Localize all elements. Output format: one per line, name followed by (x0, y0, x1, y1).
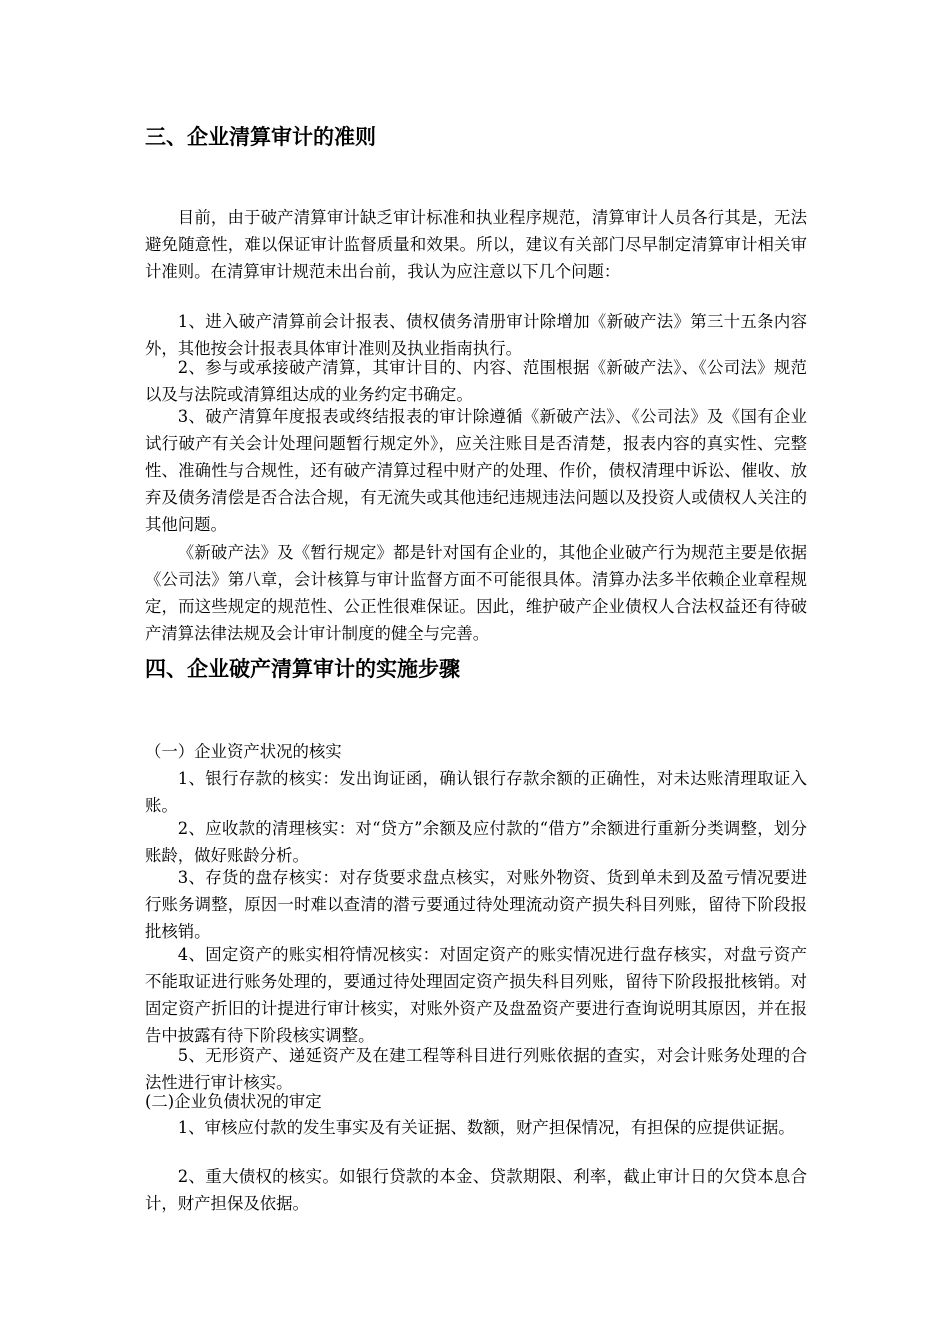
liability-check-item-2: 2、重大债权的核实。如银行贷款的本金、贷款期限、利率，截止审计日的欠贷本息合计，财产担保及依据。 (145, 1167, 807, 1213)
section-4-heading: 四、企业破产清算审计的实施步骤 (145, 657, 460, 681)
liability-check-item-1: 1、审核应付款的发生事实及有关证据、数额，财产担保情况，有担保的应提供证据。 (177, 1118, 795, 1137)
section-3-closing: 《新破产法》及《暂行规定》都是针对国有企业的，其他企业破产行为规范主要是依据《公司法》第八章，会计核算与审计监督方面不可能很具体。清算办法多半依赖企业章程规定，而这些规定的规范性、公正性很难保证。因此，维护破产企业债权人合法权益还有待破产清算法律法规及会计审计制度的健全与完善。 (145, 543, 807, 643)
section-3-item-3: 3、破产清算年度报表或终结报表的审计除遵循《新破产法》、《公司法》及《国有企业试行破产有关会计处理问题暂行规定外》，应关注账目是否清楚，报表内容的真实性、完整性、准确性与合规性，还有破产清算过程中财产的处理、作价，债权清理中诉讼、催收、放弃及债务清偿是否合法合规，有无流失或其他违纪违规违法问题以及投资人或债权人关注的其他问题。 (145, 407, 807, 534)
asset-check-item-1: 1、银行存款的核实：发出询证函，确认银行存款余额的正确性，对未达账清理取证入账。 (145, 769, 807, 815)
section-4-part-1-title: （一）企业资产状况的核实 (145, 742, 342, 761)
section-3-item-1: 1、进入破产清算前会计报表、债权债务清册审计除增加《新破产法》第三十五条内容外，其他按会计报表具体审计准则及执业指南执行。 (145, 312, 807, 358)
section-4-part-2-title: (二)企业负债状况的审定 (145, 1092, 322, 1111)
asset-check-item-3: 3、存货的盘存核实：对存货要求盘点核实，对账外物资、货到单未到及盈亏情况要进行账务调整，原因一时难以查清的潜亏要通过待处理流动资产损失科目列账，留待下阶段报批核销。 (145, 868, 807, 941)
asset-check-item-4: 4、固定资产的账实相符情况核实：对固定资产的账实情况进行盘存核实，对盘亏资产不能取证进行账务处理的，要通过待处理固定资产损失科目列账，留待下阶段报批核销。对固定资产折旧的计提进行审计核实，对账外资产及盘盈资产要进行查询说明其原因，并在报告中披露有待下阶段核实调整。 (145, 945, 807, 1045)
asset-check-item-2: 2、应收款的清理核实：对“贷方”余额及应付款的“借方”余额进行重新分类调整，划分账龄，做好账龄分析。 (145, 819, 807, 865)
section-3-item-2: 2、参与或承接破产清算，其审计目的、内容、范围根据《新破产法》、《公司法》规范以及与法院或清算组达成的业务约定书确定。 (145, 358, 807, 404)
section-3-heading: 三、企业清算审计的准则 (145, 125, 376, 149)
section-3-intro: 目前，由于破产清算审计缺乏审计标准和执业程序规范，清算审计人员各行其是，无法避免随意性，难以保证审计监督质量和效果。所以，建议有关部门尽早制定清算审计相关审计准则。在清算审计规范未出台前，我认为应注意以下几个问题： (145, 208, 807, 281)
asset-check-item-5: 5、无形资产、递延资产及在建工程等科目进行列账依据的查实，对会计账务处理的合法性进行审计核实。 (145, 1046, 807, 1092)
